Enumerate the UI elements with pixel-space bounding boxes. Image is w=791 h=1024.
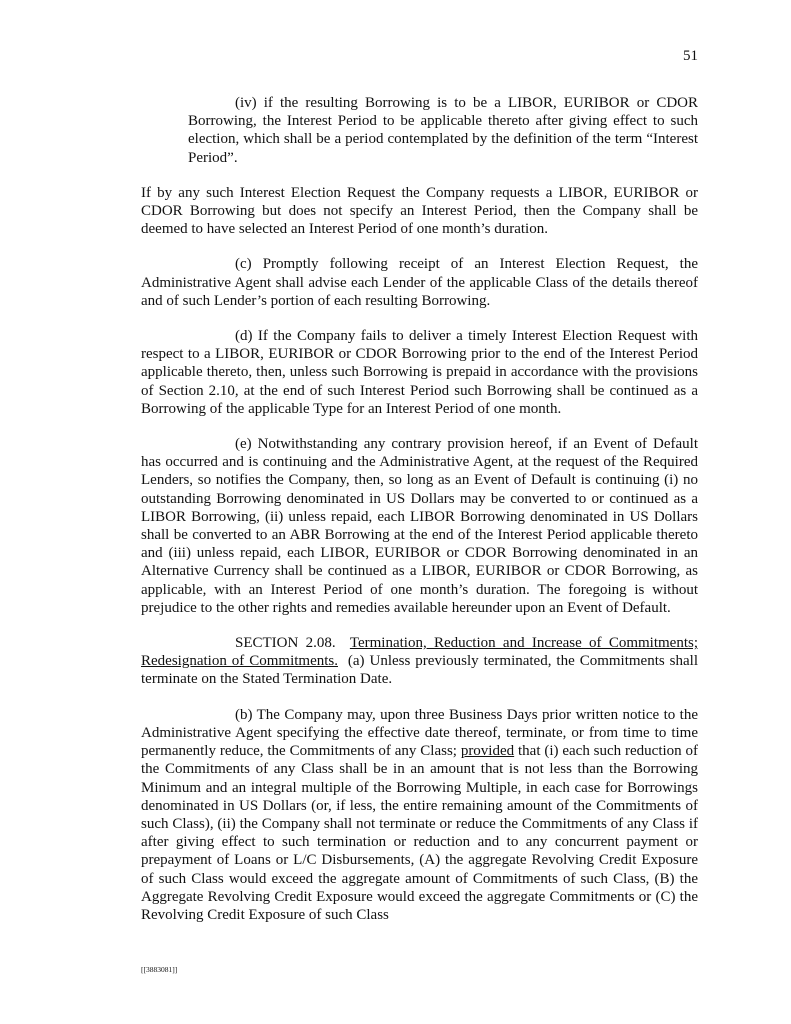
document-body [141, 94, 698, 941]
section-heading-line2: Redesignation of Commitments. [141, 653, 338, 670]
page-number: 51 [683, 48, 698, 64]
section-heading-line1: Termination, Reduction and Increase of Commitments; [349, 635, 698, 652]
section-label: SECTION 2.08. [235, 635, 336, 652]
section-2-08 [141, 634, 698, 689]
paragraph-e: (e) Notwithstanding any contrary provision hereof, if an Event of Default has occurred and is continuing and the Administrative Agent, at the request of the Required Lenders, so notifies the Company, then, so long as an Event of Default is continuing (i) no outstanding Borrowing denominated in US Dollars may be converted to or continued as a LIBOR Borrowing, (ii) unless repaid, each LIBOR Borrowing denominated in US Dollars shall be converted to an ABR Borrowing at the end of the Interest Period applicable thereto and (iii) unless repaid, each LIBOR, EURIBOR or CDOR Borrowing denominated in an Alternative Currency shall be continued as a LIBOR, EURIBOR or CDOR Borrowing, as applicable, with an Interest Period of one month’s duration. The foregoing is without prejudice to the other rights and remedies available hereunder upon an Event of Default. [141, 436, 698, 616]
paragraph-no-interest-period: If by any such Interest Election Request the Company requests a LIBOR, EURIBOR or CDOR Borrowing but does not specify an Interest Period, then the Company shall be deemed to have selected an Interest Period of one month’s duration. [141, 184, 698, 238]
paragraph-c: (c) Promptly following receipt of an Interest Election Request, the Administrative Agent shall advise each Lender of the applicable Class of the details thereof and of such Lender’s portion of each resulting Borrowing. [141, 256, 698, 309]
paragraph-b [141, 706, 698, 924]
section-2-08-text-a: (a) Unless previously terminated, the Commitments shall terminate on the Stated Termination Date. [141, 653, 698, 688]
document-id-footer: [[3883081]] [141, 965, 178, 974]
paragraph-d: (d) If the Company fails to deliver a timely Interest Election Request with respect to a LIBOR, EURIBOR or CDOR Borrowing prior to the end of the Interest Period applicable thereto, then, unless such Borrowing is prepaid in accordance with the provisions of Section 2.10, at the end of such Interest Period such Borrowing shall be continued as a Borrowing of the applicable Type for an Interest Period of one month. [141, 328, 698, 417]
paragraph-clause-iv: (iv) if the resulting Borrowing is to be a LIBOR, EURIBOR or CDOR Borrowing, the Interest Period to be applicable thereto after giving effect to such election, which shall be a period contemplated by the definition of the term “Interest Period”. [188, 95, 698, 166]
paragraph-b-text-before: (b) The Company may, upon three Business Days prior written notice to the Administrative Agent specifying the effective date thereof, terminate, or from time to time permanently reduce, the Commitments of any Class; [141, 706, 698, 760]
paragraph-b-text-after: that (i) each such reduction of the Commitments of any Class shall be in an amount that is not less than the Borrowing Minimum and an integral multiple of the Borrowing Multiple, in each case for Borrowings denominated in US Dollars (or, if less, the entire remaining amount of the Commitments of such Class), (ii) the Company shall not terminate or reduce the Commitments of any Class if after giving effect to such termination or reduction and to any concurrent payment or prepayment of Loans or L/C Disbursements, (A) the aggregate Revolving Credit Exposure of such Class would exceed the aggregate amount of Commitments of such Class, (B) the Aggregate Revolving Credit Exposure would exceed the aggregate Commitments or (C) the Revolving Credit Exposure of such Class [141, 743, 699, 923]
provided-term: provided [460, 743, 515, 760]
